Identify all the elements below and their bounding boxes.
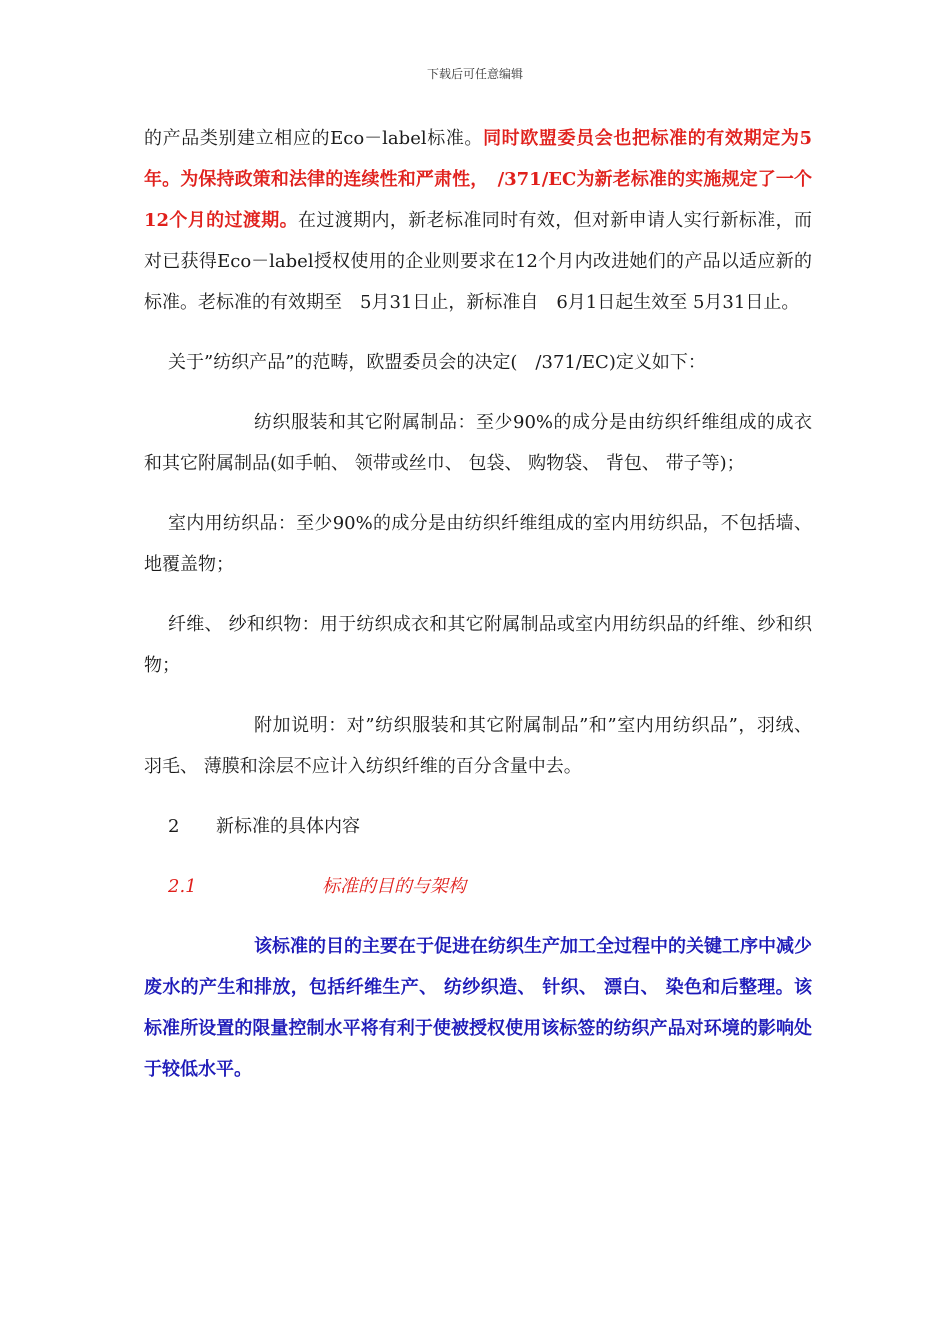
highlight-red-text: 同时欧盟委员会也把标准的有效期定为5年。为保持政策和法律的连续性和严肃性， /371/EC为新老标准的实施规定了一个12个月的过渡期。 [144, 128, 812, 231]
section-heading-2-1 [144, 866, 812, 907]
page-header: 下载后可任意编辑 [426, 67, 523, 81]
paragraph-interior-textiles: 室内用纺织品：至少90%的成分是由纺织纤维组成的室内用纺织品，不包括墙、 地覆盖物； [144, 513, 812, 575]
paragraph-purpose: 该标准的目的主要在于促进在纺织生产加工全过程中的关键工序中减少废水的产生和排放，包括纤维生产、 纺纱织造、 针织、 漂白、 染色和后整理。该标准所设置的限量控制水平将有利于使被授权使用该标签的纺织产品对环境的影响处于较低水平。 [144, 936, 812, 1080]
section-number: 2 [168, 816, 180, 837]
paragraph-apparel: 纺织服装和其它附属制品：至少90%的成分是由纺织纤维组成的成衣和其它附属制品(如手帕、 领带或丝巾、 包袋、 购物袋、 背包、 带子等)； [144, 412, 812, 474]
section-heading-2 [144, 806, 812, 847]
section-title: 标准的目的与架构 [322, 876, 466, 897]
section-title: 新标准的具体内容 [216, 816, 360, 837]
section-number: 2.1 [168, 876, 197, 897]
paragraph-scope-intro: 关于”纺织产品”的范畴，欧盟委员会的决定( /371/EC)定义如下： [168, 352, 706, 373]
paragraph-additional-note: 附加说明：对”纺织服装和其它附属制品”和”室内用纺织品”，羽绒、 羽毛、 薄膜和涂层不应计入纺织纤维的百分含量中去。 [144, 715, 812, 777]
paragraph-text: 的产品类别建立相应的Eco－label标准。 [144, 128, 484, 149]
document-body [144, 118, 812, 1090]
paragraph-transition [144, 118, 812, 323]
paragraph-fibres: 纤维、 纱和织物：用于纺织成衣和其它附属制品或室内用纺织品的纤维、纱和织物； [144, 614, 812, 676]
paragraph-text: 在过渡期内，新老标准同时有效，但对新申请人实行新标准，而对已获得Eco－label授权使用的企业则要求在12个月内改进她们的产品以适应新的标准。老标准的有效期至 5月31日止，新标准自 6月1日起生效至 5月31日止。 [144, 210, 812, 313]
